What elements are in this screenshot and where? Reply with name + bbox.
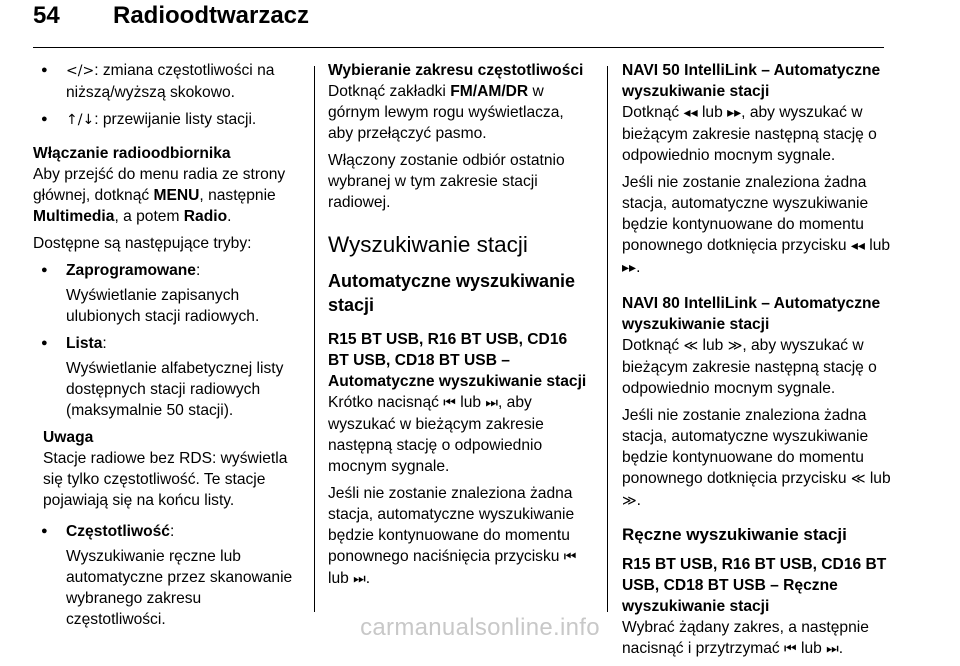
note-box bbox=[33, 427, 305, 511]
list-item: ● Lista: Wyświetlanie alfabetycznej listy dostępnych stacji radiowych (maksymalnie 50 stacji). bbox=[33, 333, 305, 421]
scroll-arrows-icon: ↑/↓ bbox=[66, 112, 95, 128]
paragraph: Krótko nacisnąć ⏮ lub ⏭, aby wyszukać w bieżącym zakresie następną stację o odpowiednio mocnym sygnale. bbox=[328, 394, 544, 475]
paragraph: Dotknąć zakładki FM/AM/DR w górnym lewym rogu wyświetlacza, aby przełączyć pasmo. bbox=[328, 83, 564, 142]
section-title: Radioodtwarzacz bbox=[113, 2, 310, 29]
paragraph: Dotknąć ◂◂ lub ▸▸, aby wyszukać w bieżącym zakresie następną stację o odpowiednio mocnym sygnale. bbox=[622, 104, 877, 164]
double-right-icon: ≫ bbox=[622, 493, 637, 509]
fast-forward-icon: ▸▸ bbox=[622, 260, 637, 276]
column-divider bbox=[314, 66, 315, 612]
heading-navi80: NAVI 80 IntelliLink – Automatyczne wyszukiwanie stacji bbox=[622, 295, 881, 333]
rewind-icon: ◂◂ bbox=[850, 238, 865, 254]
note-text: Stacje radiowe bez RDS: wyświetla się tylko częstotliwość. Te stacje pojawiają się na końcu listy. bbox=[43, 450, 288, 509]
page-header bbox=[33, 2, 309, 46]
next-track-icon: ⏭ bbox=[826, 641, 839, 657]
heading-radio-on: Włączanie radioodbiornika bbox=[33, 145, 231, 162]
header-rule bbox=[33, 47, 884, 48]
next-track-icon: ⏭ bbox=[485, 395, 498, 411]
rewind-icon: ◂◂ bbox=[683, 105, 698, 121]
double-left-icon: ≪ bbox=[850, 471, 866, 487]
heading-auto-search: Automatyczne wyszukiwanie stacji bbox=[328, 271, 576, 315]
watermark: carmanualsonline.info bbox=[360, 614, 600, 641]
paragraph: Aby przejść do menu radia ze strony głównej, dotknąć MENU, następnie Multimedia, a potem Radio. bbox=[33, 166, 286, 225]
previous-track-icon: ⏮ bbox=[563, 549, 577, 565]
double-right-icon: ≫ bbox=[727, 338, 743, 354]
paragraph: Wybrać żądany zakres, a następnie nacisnąć i przytrzymać ⏮ lub ⏭. bbox=[622, 619, 869, 657]
column-2 bbox=[328, 60, 590, 596]
column-3 bbox=[622, 60, 892, 666]
heading-station-search: Wyszukiwanie stacji bbox=[328, 232, 528, 257]
heading-navi50: NAVI 50 IntelliLink – Automatyczne wyszukiwanie stacji bbox=[622, 62, 881, 100]
tune-step-icon: </> bbox=[66, 63, 95, 79]
column-1 bbox=[33, 60, 305, 636]
heading-band-select: Wybieranie zakresu częstotliwości bbox=[328, 62, 584, 79]
paragraph: Włączony zostanie odbiór ostatnio wybranej w tym zakresie stacji radiowej. bbox=[328, 152, 565, 211]
heading-models-auto: R15 BT USB, R16 BT USB, CD16 BT USB, CD18 BT USB – Automatyczne wyszukiwanie stacji bbox=[328, 331, 587, 390]
previous-track-icon: ⏮ bbox=[784, 641, 797, 657]
paragraph: Jeśli nie zostanie znaleziona żadna stacja, automatyczne wyszukiwanie będzie kontynuowane do momentu ponownego dotknięcia przycisku ◂◂ lub ▸▸. bbox=[622, 174, 891, 276]
note-title: Uwaga bbox=[43, 429, 94, 446]
paragraph: Jeśli nie zostanie znaleziona żadna stacja, automatyczne wyszukiwanie będzie kontynuowane do momentu ponownego naciśnięcia przycisku ⏮ lub ⏭. bbox=[328, 485, 577, 587]
paragraph: Dotknąć ≪ lub ≫, aby wyszukać w bieżącym zakresie następną stację o odpowiednio mocnym sygnale. bbox=[622, 337, 877, 397]
next-track-icon: ⏭ bbox=[353, 571, 366, 587]
heading-manual-search: Ręczne wyszukiwanie stacji bbox=[622, 525, 847, 544]
column-divider bbox=[607, 66, 608, 612]
fast-forward-icon: ▸▸ bbox=[727, 105, 742, 121]
paragraph: Dostępne są następujące tryby: bbox=[33, 235, 252, 252]
list-item: ● ↑/↓: przewijanie listy stacji. bbox=[33, 109, 305, 131]
mode-label: Częstotliwość bbox=[66, 523, 170, 540]
list-item: ● </>: zmiana częstotliwości na niższą/wyższą skokowo. bbox=[33, 60, 305, 103]
mode-label: Zaprogramowane bbox=[66, 262, 196, 279]
list-item: ● Zaprogramowane: Wyświetlanie zapisanych ulubionych stacji radiowych. bbox=[33, 260, 305, 327]
previous-track-icon: ⏮ bbox=[443, 395, 456, 411]
mode-label: Lista bbox=[66, 335, 103, 352]
paragraph: Jeśli nie zostanie znaleziona żadna stacja, automatyczne wyszukiwanie będzie kontynuowane do momentu ponownego dotknięcia przycisku ≪ lub ≫. bbox=[622, 407, 891, 509]
page-number: 54 bbox=[33, 2, 60, 29]
double-left-icon: ≪ bbox=[683, 338, 699, 354]
list-item: ● Częstotliwość: Wyszukiwanie ręczne lub automatyczne przez skanowanie wybranego zakresu częstotliwości. bbox=[33, 521, 305, 630]
heading-models-manual: R15 BT USB, R16 BT USB, CD16 BT USB, CD18 BT USB – Ręczne wyszukiwanie stacji bbox=[622, 556, 887, 615]
